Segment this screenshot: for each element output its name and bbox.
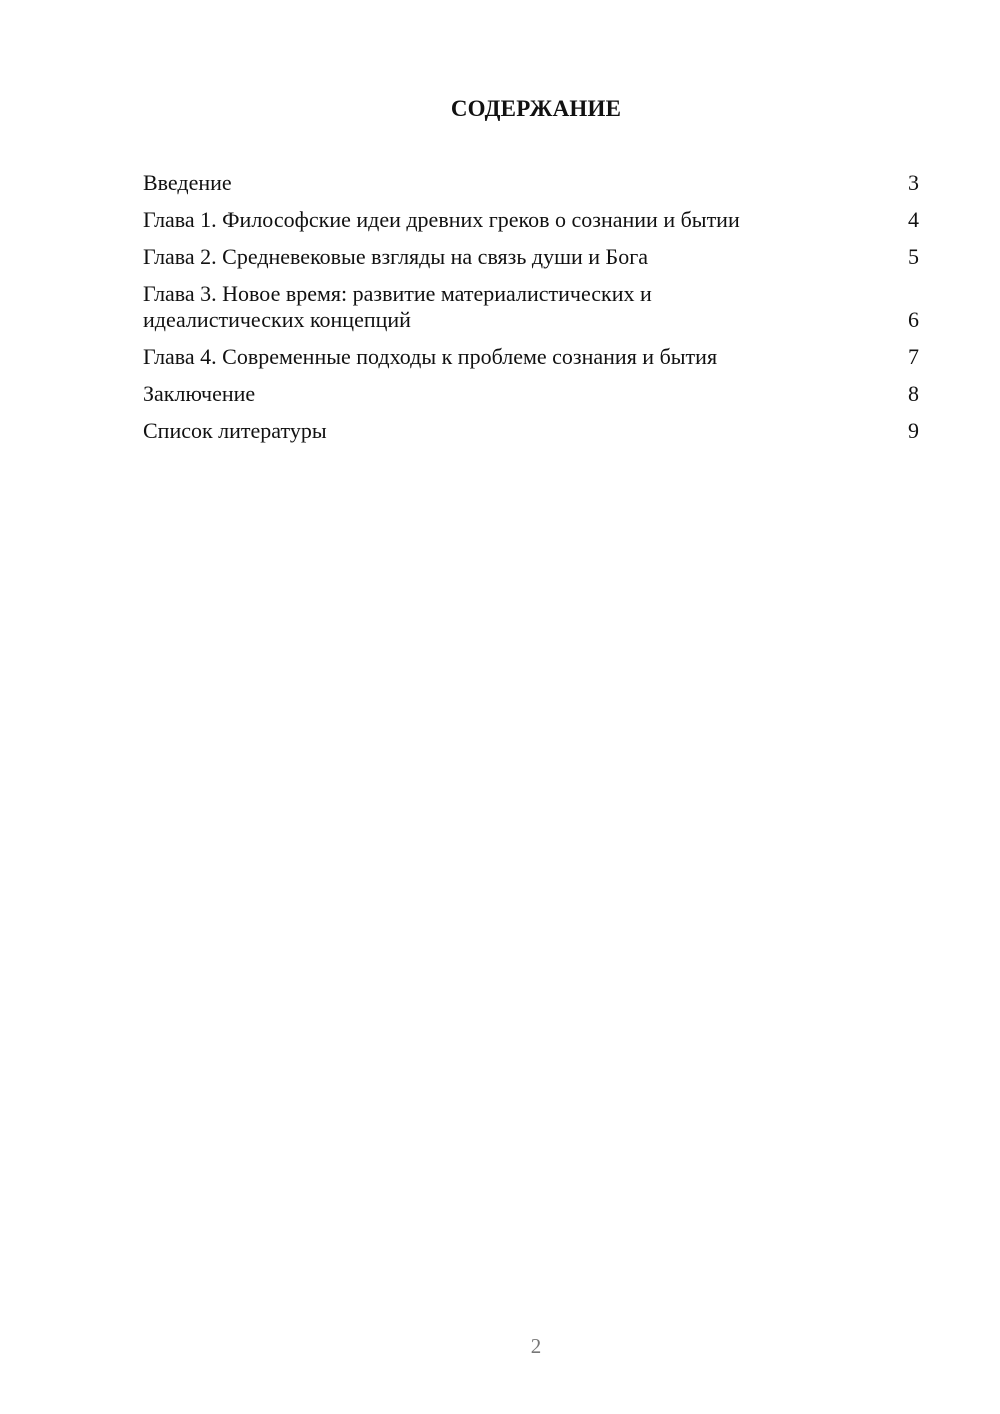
toc-page-number: 4	[908, 207, 919, 232]
toc-entry-label: Введение	[143, 170, 232, 195]
toc-item-bibliography[interactable]	[143, 418, 919, 444]
toc-item-introduction[interactable]	[143, 170, 919, 196]
toc-entry-label: Глава 1. Философские идеи древних греков о сознании и бытии	[143, 207, 740, 232]
toc-page-number: 7	[908, 344, 919, 369]
page-footer-number: 2	[530, 1334, 542, 1358]
toc-item-conclusion[interactable]	[143, 381, 919, 407]
toc-entry-label: Глава 3. Новое время: развитие материалистических и идеалистических концепций	[143, 281, 652, 332]
toc-page-number: 8	[908, 381, 919, 406]
toc-page-number: 9	[908, 418, 919, 443]
page-title: СОДЕРЖАНИЕ	[450, 96, 622, 121]
toc-item-chapter-1[interactable]	[143, 207, 919, 233]
toc-entry-label: Список литературы	[143, 418, 327, 443]
toc-item-chapter-3[interactable]	[143, 281, 919, 333]
toc-entry-label: Заключение	[143, 381, 256, 406]
toc-item-chapter-2[interactable]	[143, 244, 919, 270]
toc-entry-label: Глава 2. Средневековые взгляды на связь души и Бога	[143, 244, 648, 269]
toc-item-chapter-4[interactable]	[143, 344, 919, 370]
toc-page-number: 3	[908, 170, 919, 195]
toc-entry-label: Глава 4. Современные подходы к проблеме сознания и бытия	[143, 344, 718, 369]
table-of-contents	[143, 170, 919, 455]
toc-page-number: 5	[908, 244, 919, 269]
toc-page-number: 6	[908, 307, 919, 332]
